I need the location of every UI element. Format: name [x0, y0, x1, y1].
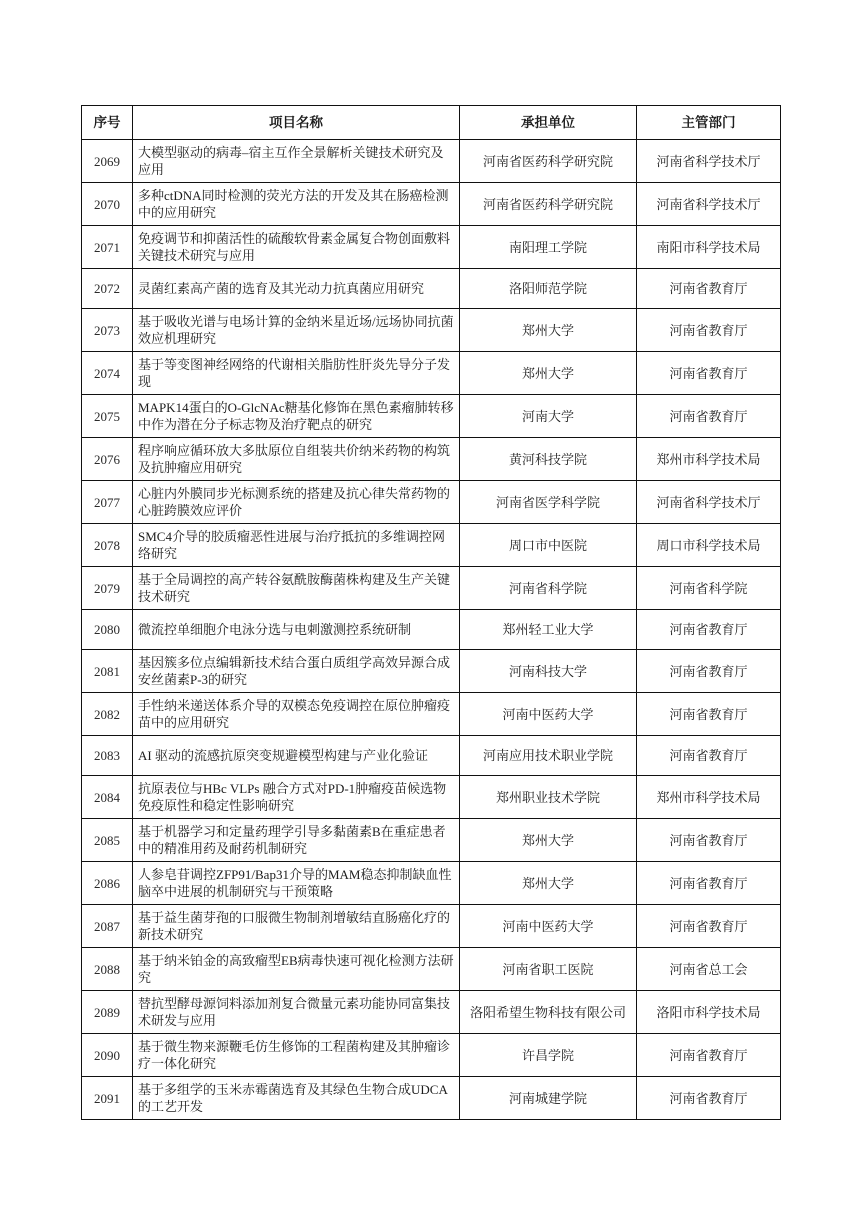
table-row: [82, 819, 781, 862]
department-cell: 河南省教育厅: [637, 352, 781, 395]
department-cell: 河南省科学院: [637, 567, 781, 610]
undertaking-unit-cell: 郑州轻工业大学: [460, 610, 637, 650]
project-name-cell: 多种ctDNA同时检测的荧光方法的开发及其在肠癌检测中的应用研究: [133, 183, 460, 226]
row-index-cell: 2069: [82, 140, 133, 183]
table-row: [82, 610, 781, 650]
project-name-cell: 大模型驱动的病毒–宿主互作全景解析关键技术研究及应用: [133, 140, 460, 183]
table-row: [82, 567, 781, 610]
project-name-cell: 基于益生菌芽孢的口服微生物制剂增敏结直肠癌化疗的新技术研究: [133, 905, 460, 948]
undertaking-unit-cell: 河南应用技术职业学院: [460, 736, 637, 776]
row-index-cell: 2090: [82, 1034, 133, 1077]
undertaking-unit-cell: 洛阳师范学院: [460, 269, 637, 309]
project-name-cell: 微流控单细胞介电泳分选与电刺激测控系统研制: [133, 610, 460, 650]
table-row: [82, 183, 781, 226]
undertaking-unit-cell: 郑州大学: [460, 862, 637, 905]
project-name-cell: 基于纳米铂金的高致瘤型EB病毒快速可视化检测方法研究: [133, 948, 460, 991]
project-name-cell: 基于全局调控的高产转谷氨酰胺酶菌株构建及生产关键技术研究: [133, 567, 460, 610]
table-header-row: [82, 106, 781, 140]
department-cell: 河南省教育厅: [637, 610, 781, 650]
table-row: [82, 736, 781, 776]
undertaking-unit-cell: 黄河科技学院: [460, 438, 637, 481]
row-index-cell: 2091: [82, 1077, 133, 1120]
header-project-name: 项目名称: [133, 106, 460, 140]
undertaking-unit-cell: 郑州大学: [460, 819, 637, 862]
row-index-cell: 2087: [82, 905, 133, 948]
department-cell: 河南省教育厅: [637, 736, 781, 776]
header-department: 主管部门: [637, 106, 781, 140]
project-name-cell: 替抗型酵母源饲料添加剂复合微量元素功能协同富集技术研发与应用: [133, 991, 460, 1034]
project-name-cell: 程序响应循环放大多肽原位自组装共价纳米药物的构筑及抗肿瘤应用研究: [133, 438, 460, 481]
row-index-cell: 2086: [82, 862, 133, 905]
project-name-cell: 抗原表位与HBc VLPs 融合方式对PD-1肿瘤疫苗候选物免疫原性和稳定性影响研究: [133, 776, 460, 819]
project-name-cell: 基于微生物来源鞭毛仿生修饰的工程菌构建及其肿瘤诊疗一体化研究: [133, 1034, 460, 1077]
row-index-cell: 2085: [82, 819, 133, 862]
project-name-cell: SMC4介导的胶质瘤恶性进展与治疗抵抗的多维调控网络研究: [133, 524, 460, 567]
row-index-cell: 2080: [82, 610, 133, 650]
project-name-cell: 基因簇多位点编辑新技术结合蛋白质组学高效异源合成安丝菌素P-3的研究: [133, 650, 460, 693]
project-name-cell: MAPK14蛋白的O-GlcNAc糖基化修饰在黑色素瘤肺转移中作为潜在分子标志物及治疗靶点的研究: [133, 395, 460, 438]
department-cell: 郑州市科学技术局: [637, 776, 781, 819]
department-cell: 河南省教育厅: [637, 1034, 781, 1077]
undertaking-unit-cell: 河南城建学院: [460, 1077, 637, 1120]
row-index-cell: 2074: [82, 352, 133, 395]
row-index-cell: 2088: [82, 948, 133, 991]
undertaking-unit-cell: 郑州大学: [460, 352, 637, 395]
department-cell: 河南省教育厅: [637, 1077, 781, 1120]
row-index-cell: 2075: [82, 395, 133, 438]
department-cell: 河南省科学技术厅: [637, 140, 781, 183]
department-cell: 河南省教育厅: [637, 650, 781, 693]
department-cell: 郑州市科学技术局: [637, 438, 781, 481]
department-cell: 河南省教育厅: [637, 395, 781, 438]
undertaking-unit-cell: 郑州职业技术学院: [460, 776, 637, 819]
department-cell: 周口市科学技术局: [637, 524, 781, 567]
table-row: [82, 1077, 781, 1120]
row-index-cell: 2081: [82, 650, 133, 693]
table-row: [82, 693, 781, 736]
table-row: [82, 226, 781, 269]
undertaking-unit-cell: 南阳理工学院: [460, 226, 637, 269]
row-index-cell: 2082: [82, 693, 133, 736]
project-name-cell: 人参皂苷调控ZFP91/Bap31介导的MAM稳态抑制缺血性脑卒中进展的机制研究与干预策略: [133, 862, 460, 905]
undertaking-unit-cell: 河南省医学科学院: [460, 481, 637, 524]
undertaking-unit-cell: 河南省医药科学研究院: [460, 183, 637, 226]
department-cell: 河南省教育厅: [637, 309, 781, 352]
undertaking-unit-cell: 河南科技大学: [460, 650, 637, 693]
undertaking-unit-cell: 郑州大学: [460, 309, 637, 352]
project-name-cell: 灵菌红素高产菌的选育及其光动力抗真菌应用研究: [133, 269, 460, 309]
table-row: [82, 438, 781, 481]
row-index-cell: 2078: [82, 524, 133, 567]
table-row: [82, 862, 781, 905]
undertaking-unit-cell: 河南中医药大学: [460, 693, 637, 736]
department-cell: 河南省科学技术厅: [637, 481, 781, 524]
header-index: 序号: [82, 106, 133, 140]
row-index-cell: 2073: [82, 309, 133, 352]
undertaking-unit-cell: 河南中医药大学: [460, 905, 637, 948]
table-row: [82, 309, 781, 352]
table-row: [82, 269, 781, 309]
undertaking-unit-cell: 许昌学院: [460, 1034, 637, 1077]
department-cell: 河南省教育厅: [637, 693, 781, 736]
project-name-cell: 基于多组学的玉米赤霉菌选育及其绿色生物合成UDCA的工艺开发: [133, 1077, 460, 1120]
department-cell: 河南省教育厅: [637, 269, 781, 309]
undertaking-unit-cell: 河南省医药科学研究院: [460, 140, 637, 183]
table-row: [82, 948, 781, 991]
department-cell: 河南省总工会: [637, 948, 781, 991]
project-name-cell: 心脏内外膜同步光标测系统的搭建及抗心律失常药物的心脏跨膜效应评价: [133, 481, 460, 524]
department-cell: 河南省教育厅: [637, 862, 781, 905]
undertaking-unit-cell: 周口市中医院: [460, 524, 637, 567]
department-cell: 河南省教育厅: [637, 819, 781, 862]
row-index-cell: 2083: [82, 736, 133, 776]
department-cell: 河南省教育厅: [637, 905, 781, 948]
department-cell: 洛阳市科学技术局: [637, 991, 781, 1034]
project-name-cell: 免疫调节和抑菌活性的硫酸软骨素金属复合物创面敷料关键技术研究与应用: [133, 226, 460, 269]
row-index-cell: 2071: [82, 226, 133, 269]
header-undertaking-unit: 承担单位: [460, 106, 637, 140]
project-name-cell: 基于吸收光谱与电场计算的金纳米星近场/远场协同抗菌效应机理研究: [133, 309, 460, 352]
undertaking-unit-cell: 洛阳希望生物科技有限公司: [460, 991, 637, 1034]
department-cell: 南阳市科学技术局: [637, 226, 781, 269]
row-index-cell: 2079: [82, 567, 133, 610]
row-index-cell: 2070: [82, 183, 133, 226]
table-row: [82, 905, 781, 948]
table-row: [82, 1034, 781, 1077]
undertaking-unit-cell: 河南省职工医院: [460, 948, 637, 991]
table-row: [82, 776, 781, 819]
row-index-cell: 2089: [82, 991, 133, 1034]
undertaking-unit-cell: 河南省科学院: [460, 567, 637, 610]
table-row: [82, 395, 781, 438]
table-row: [82, 481, 781, 524]
row-index-cell: 2077: [82, 481, 133, 524]
undertaking-unit-cell: 河南大学: [460, 395, 637, 438]
table-row: [82, 650, 781, 693]
project-name-cell: AI 驱动的流感抗原突变规避模型构建与产业化验证: [133, 736, 460, 776]
table-row: [82, 140, 781, 183]
project-name-cell: 基于机器学习和定量药理学引导多黏菌素B在重症患者中的精准用药及耐药机制研究: [133, 819, 460, 862]
table-row: [82, 352, 781, 395]
table-row: [82, 991, 781, 1034]
project-name-cell: 手性纳米递送体系介导的双模态免疫调控在原位肿瘤疫苗中的应用研究: [133, 693, 460, 736]
project-table: [81, 105, 781, 1120]
row-index-cell: 2076: [82, 438, 133, 481]
project-name-cell: 基于等变图神经网络的代谢相关脂肪性肝炎先导分子发现: [133, 352, 460, 395]
table-row: [82, 524, 781, 567]
row-index-cell: 2084: [82, 776, 133, 819]
table-body: [82, 140, 781, 1120]
row-index-cell: 2072: [82, 269, 133, 309]
department-cell: 河南省科学技术厅: [637, 183, 781, 226]
